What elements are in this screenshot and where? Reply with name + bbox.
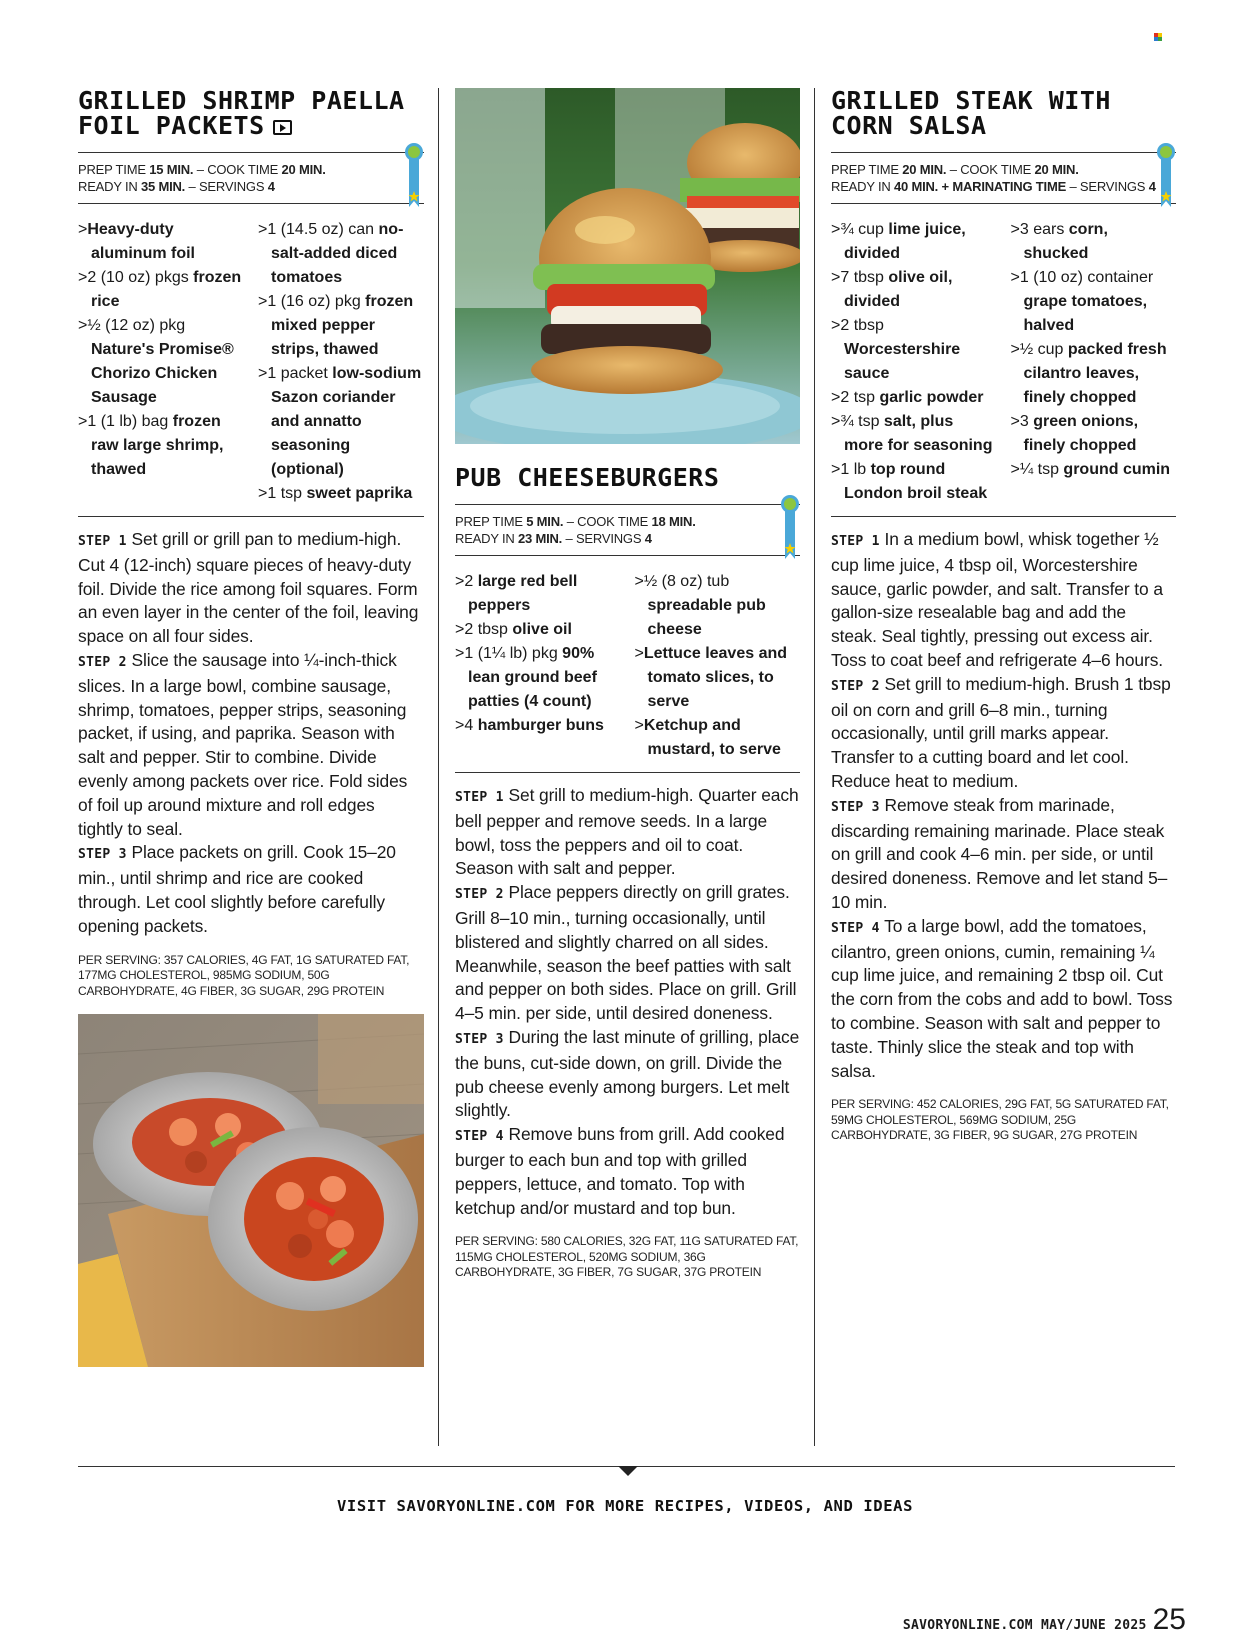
- ingredient-item: [455, 642, 621, 714]
- ingredient-quantity: ¾ tsp: [840, 413, 884, 430]
- meta-label: PREP TIME: [78, 162, 150, 177]
- recipe-title: PUB CHEESEBURGERS: [455, 463, 720, 492]
- meta-value: 18 MIN.: [651, 514, 696, 529]
- page-number: 25: [1152, 1603, 1186, 1636]
- ingredient-item: [831, 218, 997, 266]
- bullet-arrow-icon: >: [1010, 269, 1020, 286]
- ingredient-name: corn, shucked: [1023, 221, 1108, 262]
- bullet-arrow-icon: >: [455, 717, 465, 734]
- column-divider: [438, 88, 439, 1446]
- ingredient-list: [831, 204, 1176, 517]
- ingredient-name: Heavy-duty aluminum foil: [87, 221, 195, 262]
- ingredient-item: [831, 458, 997, 506]
- ingredient-name: frozen mixed pepper strips, thawed: [271, 293, 414, 358]
- step-text: Place packets on grill. Cook 15–20 min., until shrimp and rice are cooked through. Let cool slightly before carefully opening packets.: [78, 842, 396, 936]
- ingredient-name: ground cumin: [1063, 461, 1171, 478]
- title-line-1: GRILLED STEAK WITH: [831, 86, 1111, 115]
- ingredient-item: [78, 314, 244, 410]
- footer-call-to-action[interactable]: VISIT SAVORYONLINE.COM FOR MORE RECIPES, VIDEOS, AND IDEAS: [336, 1497, 914, 1515]
- nutrition-info: PER SERVING: 357 CALORIES, 4G FAT, 1G SATURATED FAT, 177MG CHOLESTEROL, 985MG SODIUM, 50G CARBOHYDRATE, 4G FIBER, 3G SUGAR, 29G PROTEIN: [78, 952, 410, 998]
- meta-value: 20 MIN.: [1034, 162, 1079, 177]
- ingredient-quantity: 2: [464, 573, 478, 590]
- meta-label: PREP TIME: [831, 162, 903, 177]
- ingredient-quantity: 1 (1¼ lb) pkg: [464, 645, 563, 662]
- meta-value: 23 MIN.: [517, 531, 563, 546]
- ingredient-quantity: 2 tbsp: [840, 317, 884, 334]
- ingredient-quantity: 2 tbsp: [464, 621, 513, 638]
- step-text: During the last minute of grilling, place the buns, cut-side down, on grill. Divide the pub cheese evenly among burgers. Let melt slightly.: [455, 1026, 800, 1121]
- ingredient-quantity: ¾ cup: [840, 221, 889, 238]
- ingredients-right: [635, 570, 801, 762]
- step-label: STEP 4: [455, 1129, 504, 1145]
- ingredient-item: [78, 410, 244, 482]
- meta-value: 4: [1148, 179, 1156, 194]
- ingredient-item: [1011, 218, 1177, 266]
- ready-servings: [831, 178, 1176, 195]
- bullet-arrow-icon: >: [831, 269, 841, 286]
- step-label: STEP 1: [455, 790, 504, 805]
- bullet-arrow-icon: >: [455, 621, 465, 638]
- recipe-pub-cheeseburgers: [455, 465, 800, 1281]
- bullet-arrow-icon: >: [258, 221, 268, 238]
- meta-value: 35 MIN.: [140, 179, 186, 194]
- meta-value: 15 MIN.: [149, 162, 194, 177]
- ingredient-name: green onions, finely chopped: [1023, 413, 1139, 454]
- step-paragraph: [455, 1123, 800, 1220]
- ingredient-item: [258, 362, 424, 482]
- step-label: STEP 2: [831, 678, 880, 694]
- ingredient-quantity: 1 (14.5 oz) can: [267, 221, 379, 238]
- bullet-arrow-icon: >: [78, 221, 88, 238]
- bullet-arrow-icon: >: [831, 317, 841, 334]
- bullet-arrow-icon: >: [258, 485, 268, 502]
- ingredient-item: [455, 714, 621, 738]
- bullet-arrow-icon: >: [455, 573, 465, 590]
- meta-label: – SERVINGS: [1066, 179, 1149, 194]
- ingredient-name: no-salt-added diced tomatoes: [271, 221, 404, 286]
- bullet-arrow-icon: >: [78, 317, 88, 334]
- ingredient-quantity: 4: [464, 717, 478, 734]
- ingredient-item: [455, 570, 621, 618]
- step-paragraph: [78, 528, 424, 649]
- ingredient-item: [831, 410, 997, 458]
- ingredient-name: garlic powder: [879, 389, 984, 406]
- ingredient-name: hamburger buns: [477, 717, 604, 734]
- step-paragraph: [455, 1026, 800, 1123]
- ingredient-name: low-sodium Sazon coriander and annatto seasoning (optional): [271, 365, 422, 478]
- bullet-arrow-icon: >: [455, 645, 465, 662]
- step-label: STEP 1: [78, 534, 127, 549]
- bullet-arrow-icon: >: [1010, 221, 1020, 238]
- ingredient-item: [635, 714, 801, 762]
- ingredient-quantity: 2 tsp: [840, 389, 880, 406]
- column-divider: [814, 88, 815, 1446]
- ingredient-name: frozen rice: [91, 269, 242, 310]
- ingredient-list: [455, 556, 800, 773]
- recipe-steps: [78, 517, 424, 939]
- ingredient-item: [455, 618, 621, 642]
- bullet-arrow-icon: >: [1010, 413, 1020, 430]
- bullet-arrow-icon: >: [831, 413, 841, 430]
- bullet-arrow-icon: >: [1010, 341, 1020, 358]
- step-text: To a large bowl, add the tomatoes, cilantro, green onions, cumin, remaining ¼ cup lime juice, and remaining 2 tbsp oil. Cut the corn from the cobs and add to bowl. Toss to combine. Season with salt and pepper to taste. Thinly slice the steak and top with salsa.: [831, 915, 1173, 1081]
- bullet-arrow-icon: >: [258, 293, 268, 310]
- ingredient-item: [258, 218, 424, 290]
- step-text: Remove steak from marinade, discarding remaining marinade. Place steak on grill and cook 4–6 min. per side, or until desired doneness. Remove and let stand 5–10 min.: [831, 794, 1168, 912]
- step-label: STEP 3: [831, 799, 880, 815]
- bullet-arrow-icon: >: [831, 461, 841, 478]
- recipe-meta: [78, 152, 424, 204]
- step-text: Set grill to medium-high. Quarter each bell pepper and remove seeds. In a large bowl, toss the peppers and oil to coat. Season with salt and pepper.: [455, 785, 799, 879]
- ready-servings: [78, 178, 424, 195]
- step-paragraph: [831, 915, 1176, 1084]
- step-paragraph: [78, 841, 424, 938]
- bullet-arrow-icon: >: [78, 269, 88, 286]
- award-ribbon-icon: [780, 491, 800, 561]
- step-paragraph: [831, 528, 1176, 673]
- meta-value: 40 MIN. + MARINATING TIME: [893, 179, 1067, 194]
- nutrition-info: PER SERVING: 580 CALORIES, 32G FAT, 11G SATURATED FAT, 115MG CHOLESTEROL, 520MG SODIUM, 36G CARBOHYDRATE, 3G FIBER, 7G SUGAR, 37G PROTEIN: [455, 1234, 799, 1280]
- ingredient-name: olive oil: [512, 621, 572, 638]
- recipe-meta: [831, 152, 1176, 204]
- cheeseburger-photo: [455, 88, 800, 444]
- bullet-arrow-icon: >: [634, 717, 644, 734]
- ingredients-right: [258, 218, 424, 506]
- meta-label: – COOK TIME: [946, 162, 1035, 177]
- ingredient-name: frozen raw large shrimp, thawed: [91, 413, 224, 478]
- step-label: STEP 3: [78, 847, 127, 863]
- ingredient-name: Worcestershire sauce: [844, 341, 961, 382]
- site-and-issue-date: SAVORYONLINE.COM MAY/JUNE 2025: [902, 1618, 1147, 1633]
- ingredient-item: [831, 386, 997, 410]
- prep-cook-time: [78, 161, 424, 178]
- ingredient-name: top round London broil steak: [844, 461, 988, 502]
- ingredient-item: [831, 314, 997, 386]
- step-label: STEP 2: [78, 654, 127, 670]
- ingredient-quantity: 1 (1 lb) bag: [87, 413, 173, 430]
- ingredient-name: Ketchup and mustard, to serve: [643, 717, 781, 758]
- ingredient-name: Nature's Promise® Chorizo Chicken Sausage: [91, 341, 234, 406]
- ingredients-left: [455, 570, 621, 762]
- ingredient-quantity: 1 (10 oz) container: [1019, 269, 1154, 286]
- step-paragraph: [455, 881, 800, 1026]
- ingredient-item: [831, 266, 997, 314]
- ingredient-name: spreadable pub cheese: [647, 597, 766, 638]
- recipe-title: [78, 88, 424, 138]
- meta-value: 20 MIN.: [902, 162, 947, 177]
- meta-value: 5 MIN.: [526, 514, 564, 529]
- foil-packets-photo: [78, 1014, 424, 1367]
- ingredient-item: [1011, 458, 1177, 482]
- ingredient-name: packed fresh cilantro leaves, finely chopped: [1023, 341, 1167, 406]
- meta-label: – COOK TIME: [193, 162, 282, 177]
- meta-label: PREP TIME: [455, 514, 527, 529]
- ingredient-name: grape tomatoes, halved: [1023, 293, 1148, 334]
- recipe-meta: [455, 504, 800, 556]
- ingredient-quantity: ½ (8 oz) tub: [643, 573, 730, 590]
- step-text: Place peppers directly on grill grates. Grill 8–10 min., turning occasionally, until blistered and slightly charred on all sides. Meanwhile, season the beef patties with salt and pepper on both sides. Place on grill. Grill 4–5 min. per side, until desired doneness.: [455, 882, 797, 1024]
- step-text: Set grill to medium-high. Brush 1 tbsp oil on corn and grill 6–8 min., turning occasionally, until grill marks appear. Transfer to a cutting board and let cool. Reduce heat to medium.: [831, 673, 1171, 791]
- ingredients-right: [1011, 218, 1177, 506]
- ingredient-quantity: ¼ tsp: [1019, 461, 1064, 478]
- step-label: STEP 4: [831, 920, 880, 936]
- ingredient-item: [78, 218, 244, 266]
- meta-value: 4: [267, 179, 275, 194]
- ingredient-quantity: 3 ears: [1019, 221, 1069, 238]
- step-text: Slice the sausage into ¼-inch-thick slices. In a large bowl, combine sausage, shrimp, tomatoes, pepper strips, seasoning packet, if using, and paprika. Season with salt and pepper. Stir to combine. Divide evenly among packets over rice. Fold sides of foil up around mixture and roll edges tightly to seal.: [78, 649, 408, 839]
- color-registration-icon: [1154, 33, 1162, 41]
- award-ribbon-icon: [1156, 139, 1176, 209]
- ingredient-name: lime juice, divided: [844, 221, 966, 262]
- prep-cook-time: [831, 161, 1176, 178]
- nutrition-info: PER SERVING: 452 CALORIES, 29G FAT, 5G SATURATED FAT, 59MG CHOLESTEROL, 569MG SODIUM, 25G CARBOHYDRATE, 3G FIBER, 9G SUGAR, 27G PROTEIN: [831, 1097, 1169, 1143]
- ingredient-quantity: 3: [1019, 413, 1034, 430]
- footer-arrow-icon: [618, 1466, 638, 1476]
- ingredient-item: [78, 266, 244, 314]
- meta-label: – SERVINGS: [185, 179, 268, 194]
- bullet-arrow-icon: >: [78, 413, 88, 430]
- ingredient-quantity: 2 (10 oz) pkgs: [87, 269, 194, 286]
- ingredient-item: [1011, 266, 1177, 338]
- ingredient-name: sweet paprika: [306, 485, 413, 502]
- ingredient-name: large red bell peppers: [468, 573, 578, 614]
- bullet-arrow-icon: >: [634, 573, 644, 590]
- bullet-arrow-icon: >: [258, 365, 268, 382]
- bullet-arrow-icon: >: [1010, 461, 1020, 478]
- bullet-arrow-icon: >: [634, 645, 644, 662]
- ingredient-list: [78, 204, 424, 517]
- recipe-grilled-steak-corn-salsa: [831, 88, 1176, 1144]
- step-text: In a medium bowl, whisk together ½ cup lime juice, 4 tbsp oil, Worcestershire sauce, garlic powder, and salt. Transfer to a gallon-size resealable bag and add the steak. Seal tightly, pressing out excess air. Toss to coat beef and refrigerate 4–6 hours.: [831, 529, 1164, 670]
- award-ribbon-icon: [404, 139, 424, 209]
- recipe-steps: [455, 773, 800, 1220]
- ingredients-left: [78, 218, 244, 506]
- step-text: Remove buns from grill. Add cooked burger to each bun and top with grilled peppers, lettuce, and tomato. Top with ketchup and/or mustard and top bun.: [455, 1124, 785, 1218]
- ingredient-name: 90% lean ground beef patties (4 count): [468, 645, 597, 710]
- step-paragraph: [455, 784, 800, 881]
- step-label: STEP 2: [455, 887, 504, 903]
- ingredient-item: [1011, 410, 1177, 458]
- ingredient-quantity: 1 packet: [267, 365, 333, 382]
- meta-label: – COOK TIME: [563, 514, 652, 529]
- ingredient-quantity: 1 lb: [840, 461, 871, 478]
- ingredient-quantity: ½ cup: [1019, 341, 1068, 358]
- meta-label: READY IN: [78, 179, 141, 194]
- recipe-grilled-shrimp-paella: [78, 88, 424, 999]
- title-line-2: CORN SALSA: [831, 111, 987, 140]
- ingredient-quantity: 7 tbsp: [840, 269, 889, 286]
- recipe-steps: [831, 517, 1176, 1083]
- ingredient-item: [635, 642, 801, 714]
- meta-label: READY IN: [831, 179, 894, 194]
- ingredient-item: [635, 570, 801, 642]
- ingredients-left: [831, 218, 997, 506]
- step-paragraph: [831, 794, 1176, 915]
- ingredient-name: salt, plus more for seasoning: [844, 413, 993, 454]
- step-paragraph: [831, 673, 1176, 794]
- title-line-2: FOIL PACKETS: [78, 111, 265, 140]
- play-icon[interactable]: [273, 120, 292, 135]
- prep-cook-time: [455, 513, 800, 530]
- ingredient-name: Lettuce leaves and tomato slices, to serve: [643, 645, 788, 710]
- recipe-title: [831, 88, 1176, 138]
- bullet-arrow-icon: >: [831, 221, 841, 238]
- bullet-arrow-icon: >: [831, 389, 841, 406]
- ingredient-item: [258, 482, 424, 506]
- ingredient-item: [258, 290, 424, 362]
- title-line-1: GRILLED SHRIMP PAELLA: [78, 86, 405, 115]
- meta-value: 4: [644, 531, 652, 546]
- step-label: STEP 1: [831, 534, 880, 549]
- ingredient-item: [1011, 338, 1177, 410]
- page-folio: [903, 1605, 1186, 1635]
- step-label: STEP 3: [455, 1031, 504, 1047]
- meta-label: – SERVINGS: [562, 531, 645, 546]
- meta-label: READY IN: [455, 531, 518, 546]
- ingredient-quantity: 1 tsp: [267, 485, 307, 502]
- ingredient-quantity: 1 (16 oz) pkg: [267, 293, 366, 310]
- ready-servings: [455, 530, 800, 547]
- ingredient-quantity: ½ (12 oz) pkg: [87, 317, 186, 334]
- ingredient-name: olive oil, divided: [844, 269, 953, 310]
- step-paragraph: [78, 649, 424, 841]
- step-text: Set grill or grill pan to medium-high. Cut 4 (12-inch) square pieces of heavy-duty foil. Divide the rice among foil squares. Form an even layer in the center of the foil, leaving space on all four sides.: [78, 529, 419, 647]
- meta-value: 20 MIN.: [281, 162, 326, 177]
